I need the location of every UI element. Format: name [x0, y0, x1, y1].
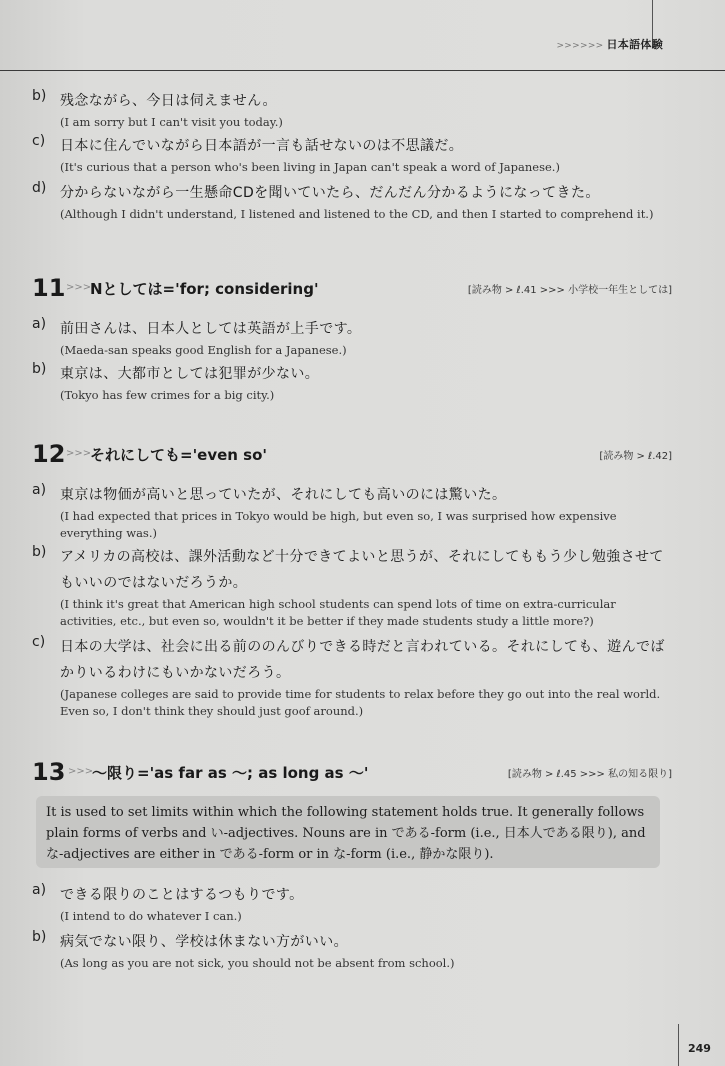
page-number: 249	[688, 1042, 711, 1055]
section-arrows: >>>	[66, 448, 92, 459]
example-item	[32, 316, 672, 359]
english-translation: (I intend to do whatever I can.)	[60, 909, 242, 923]
section-arrows: >>>	[68, 766, 94, 777]
item-label: b)	[32, 88, 47, 104]
item-label: a)	[32, 316, 47, 332]
example-item	[32, 882, 672, 925]
example-item	[32, 482, 672, 542]
grammar-note-box	[36, 796, 660, 868]
item-label: b)	[32, 544, 47, 560]
chapter-header	[556, 36, 663, 52]
item-label: d)	[32, 180, 47, 196]
item-label: b)	[32, 929, 47, 945]
english-translation: (It's curious that a person who's been living in Japan can't speak a word of Japanese.)	[60, 160, 560, 174]
english-translation: (I think it's great that American high school students can spend lots of time on extra-curricular activities, etc., but even so, wouldn't it be better if they made students study a little more?)	[60, 597, 616, 628]
english-translation: (I am sorry but I can't visit you today.)	[60, 115, 283, 129]
section-reference: [読み物 > ℓ.45 >>> 私の知る限り]	[507, 769, 672, 780]
section-number: 11	[32, 274, 66, 302]
section-title: ～限り='as far as ～; as long as ～'	[92, 764, 369, 782]
chapter-title: 日本語体験	[606, 38, 663, 51]
example-item	[32, 634, 672, 720]
item-label: c)	[32, 634, 46, 650]
example-item	[32, 544, 672, 630]
section-reference: [読み物 > ℓ.42]	[599, 451, 672, 462]
english-translation: (Japanese colleges are said to provide time for students to relax before they go out into the real world. Even so, I don't think they should just goof around.)	[60, 687, 661, 718]
section-header-11	[32, 274, 672, 304]
english-translation: (Maeda-san speaks good English for a Japanese.)	[60, 343, 347, 357]
example-item	[32, 361, 672, 404]
english-translation: (Tokyo has few crimes for a big city.)	[60, 388, 275, 402]
section-arrows: >>>	[66, 282, 92, 293]
header-arrows: >>>>>>	[556, 41, 604, 51]
item-label: c)	[32, 133, 46, 149]
item-label: b)	[32, 361, 47, 377]
english-translation: (As long as you are not sick, you should not be absent from school.)	[60, 956, 455, 970]
japanese-sentence: 分からないながら一生懸命CDを聞いていたら、だんだん分かるようになってきた。	[60, 185, 600, 201]
japanese-sentence: 病気でない限り、学校は休まない方がいい。	[60, 934, 348, 950]
section-reference: [読み物 > ℓ.41 >>> 小学校一年生としては]	[467, 285, 672, 296]
bottom-margin-rule	[678, 1024, 679, 1066]
example-item	[32, 88, 672, 131]
section-number: 13	[32, 758, 66, 786]
japanese-sentence: 残念ながら、今日は伺えません。	[60, 93, 277, 109]
example-item	[32, 180, 672, 223]
english-translation: (I had expected that prices in Tokyo would be high, but even so, I was surprised how expensive everything was.)	[60, 509, 617, 540]
japanese-sentence: 東京は物価が高いと思っていたが、それにしても高いのには驚いた。	[60, 487, 507, 503]
section-header-13	[32, 758, 672, 788]
japanese-sentence: 前田さんは、日本人としては英語が上手です。	[60, 321, 362, 337]
japanese-sentence: できる限りのことはするつもりです。	[60, 887, 304, 903]
section-number: 12	[32, 440, 66, 468]
english-translation: (Although I didn't understand, I listened and listened to the CD, and then I started to comprehend it.)	[60, 207, 654, 221]
example-item	[32, 929, 672, 972]
header-divider	[0, 70, 725, 71]
japanese-sentence: 東京は、大都市としては犯罪が少ない。	[60, 366, 320, 382]
item-label: a)	[32, 882, 47, 898]
section-header-12	[32, 440, 672, 470]
section-title: Nとしては='for; considering'	[90, 280, 319, 298]
japanese-sentence: 日本の大学は、社会に出る前ののんびりできる時だと言われている。それにしても、遊んでばかりいるわけにもいかないだろう。	[60, 639, 665, 681]
japanese-sentence: アメリカの高校は、課外活動など十分できてよいと思うが、それにしてももう少し勉強させてもいいのではないだろうか。	[60, 549, 664, 591]
grammar-note-text: It is used to set limits within which the following statement holds true. It generally follows plain forms of verbs and い-adjectives. Nouns are in である-form (i.e., 日本人である限り), and な-adjectives are either in である-form or in な-form (i.e., 静かな限り).	[46, 805, 646, 862]
item-label: a)	[32, 482, 47, 498]
japanese-sentence: 日本に住んでいながら日本語が一言も話せないのは不思議だ。	[60, 138, 464, 154]
section-title: それにしても='even so'	[90, 446, 268, 464]
example-item	[32, 133, 672, 176]
